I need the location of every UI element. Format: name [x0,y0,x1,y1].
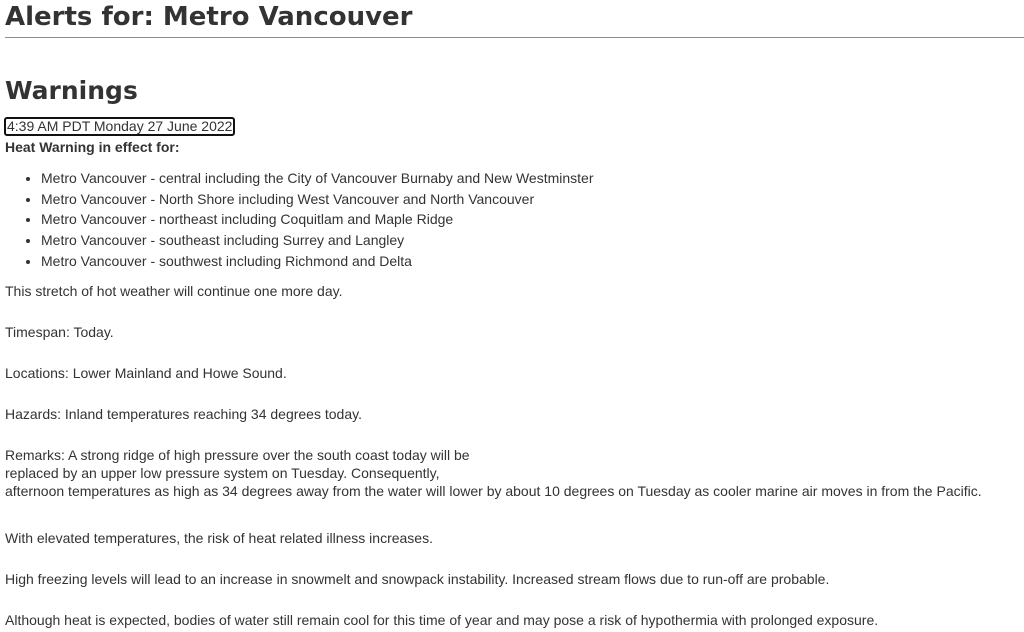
issued-time-link[interactable]: 4:39 AM PDT Monday 27 June 2022 [4,117,235,136]
warning-title: Heat Warning in effect for: [5,139,180,155]
region-item: • Metro Vancouver - northeast including Coquitlam and Maple Ridge [41,209,593,230]
snowmelt-text: High freezing levels will lead to an increase in snowmelt and snowpack instability. Increased stream flows due to run-off are probable. [5,571,830,587]
remarks-line: Remarks: A strong ridge of high pressure over the south coast today will be [5,447,470,463]
page-title: Alerts for: Metro Vancouver [5,2,413,32]
hazards-text: Hazards: Inland temperatures reaching 34 degrees today. [5,406,362,422]
summary-text: This stretch of hot weather will continue one more day. [5,283,343,299]
region-list [0,168,593,272]
timespan-text: Timespan: Today. [5,324,114,340]
remarks-line: afternoon temperatures as high as 34 degrees away from the water will lower by about 10 degrees on Tuesday as cooler marine air moves in from the Pacific. [5,483,982,499]
locations-text: Locations: Lower Mainland and Howe Sound. [5,365,287,381]
remarks-text [5,446,982,500]
title-divider [5,37,1024,38]
region-item: • Metro Vancouver - southeast including Surrey and Langley [41,230,593,251]
illness-risk-text: With elevated temperatures, the risk of heat related illness increases. [5,530,433,546]
remarks-line: replaced by an upper low pressure system on Tuesday. Consequently, [5,465,440,481]
region-item: • Metro Vancouver - central including the City of Vancouver Burnaby and New Westminster [41,168,593,189]
region-item: • Metro Vancouver - North Shore including West Vancouver and North Vancouver [41,189,593,210]
warnings-heading: Warnings [5,76,138,105]
hypothermia-text: Although heat is expected, bodies of water still remain cool for this time of year and may pose a risk of hypothermia with prolonged exposure. [5,612,879,628]
region-item: • Metro Vancouver - southwest including Richmond and Delta [41,251,593,272]
